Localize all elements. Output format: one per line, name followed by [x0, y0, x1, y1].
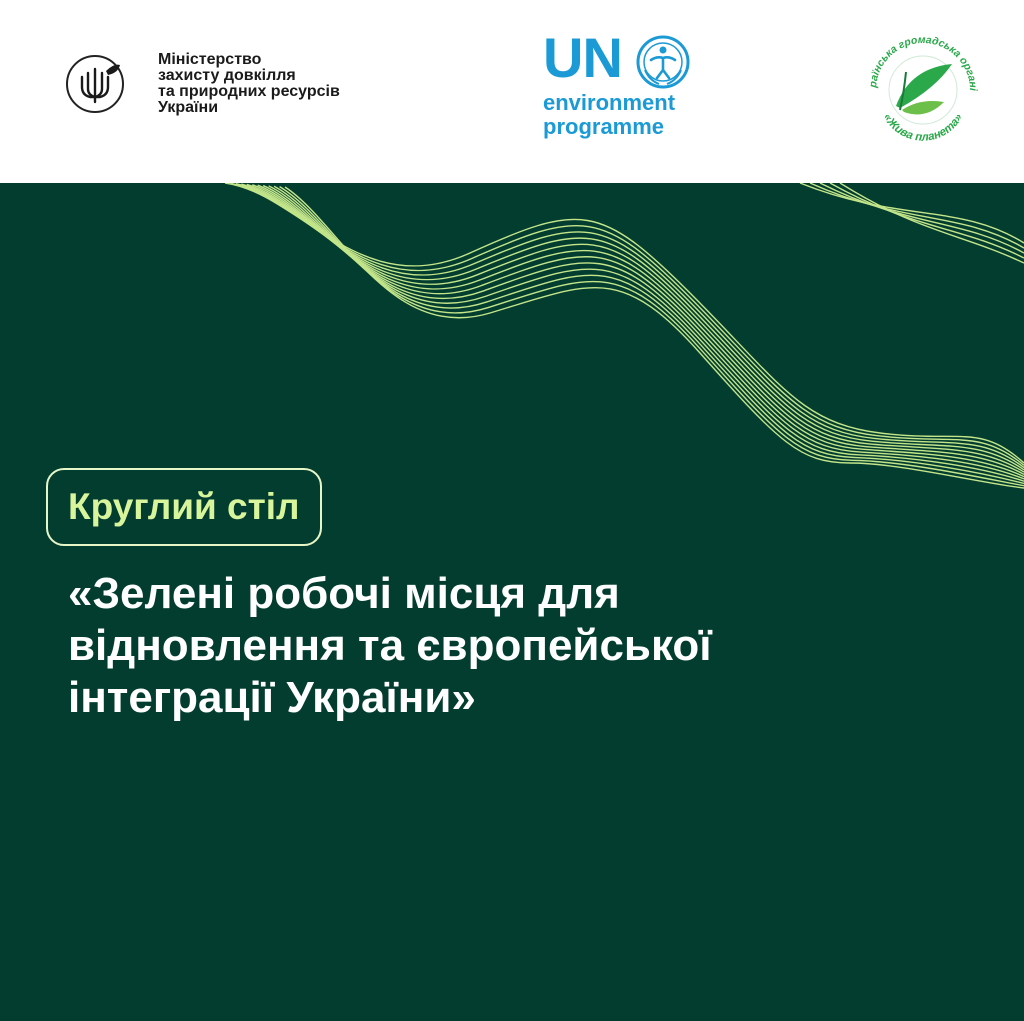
wave-line — [258, 185, 1024, 476]
ministry-name-line: України — [158, 99, 219, 116]
un-subtitle-line: environment — [543, 90, 676, 115]
badge-label: Круглий стіл — [68, 486, 300, 527]
title-line: інтеграції України» — [68, 673, 476, 722]
ministry-logo — [66, 52, 340, 116]
wave-line — [269, 186, 1024, 481]
wave-line — [840, 183, 1024, 263]
ministry-name — [158, 52, 340, 116]
event-title — [68, 568, 712, 724]
wave-line — [230, 183, 1024, 465]
title-line: відновлення та європейської — [68, 621, 712, 670]
wave-line — [285, 187, 1024, 488]
un-emblem-icon — [635, 34, 691, 90]
ministry-name-line: Міністерство — [158, 51, 262, 68]
planet-top-text: раїнська громадська органі — [867, 33, 980, 92]
un-environment-logo — [543, 26, 703, 150]
ministry-name-line: та природних ресурсів — [158, 83, 340, 100]
decorative-wave-lines — [0, 183, 1024, 503]
wave-line — [236, 184, 1024, 468]
header-bar — [0, 0, 1024, 183]
wave-line — [247, 184, 1024, 472]
planet-bottom-text: «Жива планета» — [880, 111, 966, 144]
wave-line — [241, 184, 1024, 470]
wave-line — [252, 185, 1024, 475]
title-line: «Зелені робочі місця для — [68, 569, 620, 618]
round-table-badge — [46, 468, 322, 546]
un-letters: UN — [543, 26, 622, 89]
ministry-name-line: захисту довкілля — [158, 67, 296, 84]
zhyva-planeta-logo — [860, 28, 986, 149]
trident-leaf-icon — [66, 55, 124, 113]
wave-line — [225, 183, 1024, 463]
un-subtitle-line: programme — [543, 114, 665, 139]
